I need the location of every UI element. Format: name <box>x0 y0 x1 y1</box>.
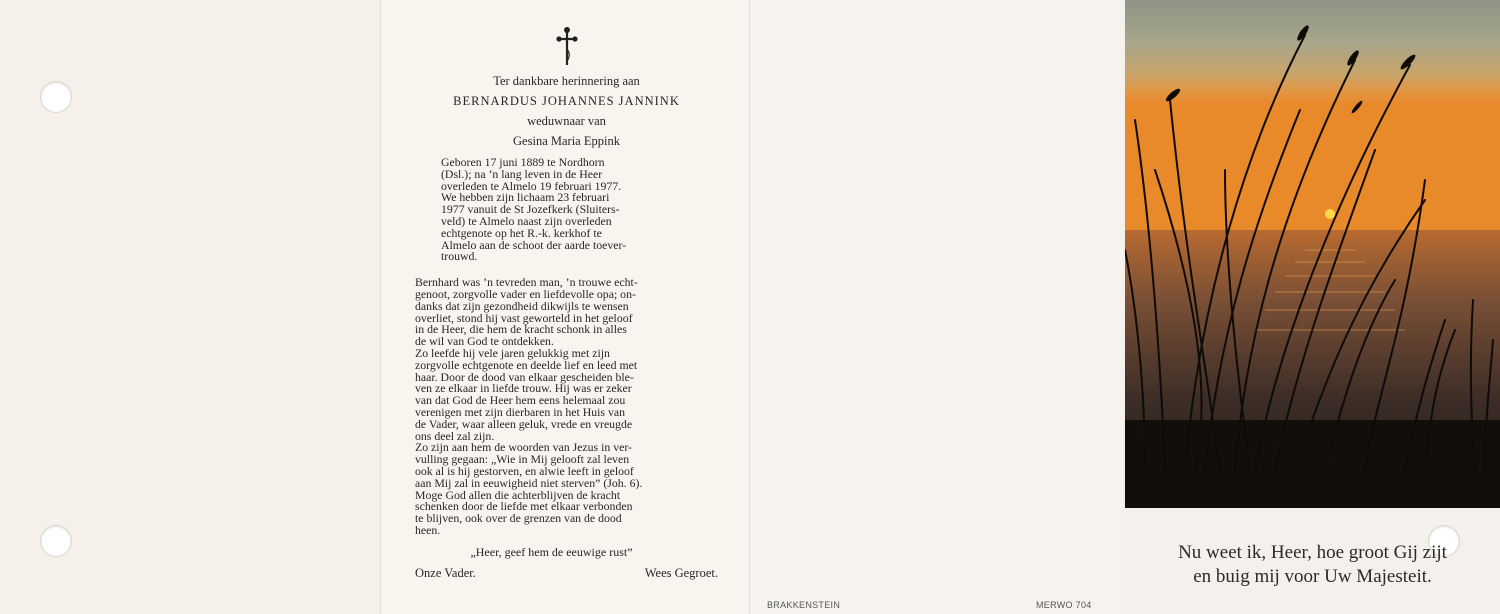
bio-line: trouwd. <box>441 249 478 264</box>
biography <box>441 157 718 263</box>
body-line: Moge God allen die achterblijven de kracht <box>415 487 621 502</box>
bio-line: overleden te Almelo 19 februari 1977. <box>441 178 622 193</box>
deceased-name: BERNARDUS JOHANNES JANNINK <box>453 94 680 108</box>
verse <box>1125 541 1500 589</box>
body-line: genoot, zorgvolle vader en liefdevolle opa; on- <box>415 286 636 301</box>
verse-line: en buig mij voor Uw Majesteit. <box>1193 566 1432 587</box>
imprint-left: BRAKKENSTEIN <box>767 600 841 610</box>
verse-line: Nu weet ik, Heer, hoe groot Gij zijt <box>1178 542 1447 563</box>
punch-hole-top-left <box>41 82 71 112</box>
footer-left: Onze Vader. <box>415 565 476 580</box>
bio-line: (Dsl.); na ’n lang leven in de Heer <box>441 166 603 181</box>
body-line: ook al is hij gestorven, en alwie leeft in geloof <box>415 463 634 478</box>
body-line: danks dat zijn gezondheid dikwijls te wensen <box>415 298 629 313</box>
bio-line: echtgenote op het R.-k. kerkhof te <box>441 225 602 240</box>
bio-line: Almelo aan de schoot der aarde toever- <box>441 237 627 252</box>
bio-line: 1977 vanuit de St Jozefkerk (Sluiters- <box>441 202 620 217</box>
spouse-name: Gesina Maria Eppink <box>513 134 620 148</box>
prayer-footer <box>415 566 718 580</box>
prayer-line: „Heer, geef hem de eeuwige rust” <box>470 544 633 559</box>
body-line: aan Mij zal in eeuwigheid niet sterven” (Joh. 6). <box>415 475 643 490</box>
body-line: in de Heer, die hem de kracht schonk in alles <box>415 322 627 337</box>
body-line: de Vader, waar alleen geluk, vrede en vreugde <box>415 416 633 431</box>
cross-icon <box>556 25 578 67</box>
body-line: overliet, stond hij vast geworteld in het geloof <box>415 310 633 325</box>
body-line: ven ze elkaar in liefde trouw. Hij was er zeker <box>415 381 632 396</box>
sunset-reeds-photo <box>1125 0 1500 508</box>
memorial-body <box>415 277 718 537</box>
body-line: Zo zijn aan hem de woorden van Jezus in ver- <box>415 440 632 455</box>
body-line: van dat God de Heer hem eens helemaal zou <box>415 393 626 408</box>
body-line: te blijven, ook over de grenzen van de dood <box>415 511 622 526</box>
imprint-right: MERWO 704 <box>1036 600 1092 610</box>
bio-line: veld) te Almelo naast zijn overleden <box>441 213 612 228</box>
body-line: ons deel zal zijn. <box>415 428 495 443</box>
body-line: heen. <box>415 522 441 537</box>
punch-hole-bottom-left <box>41 526 71 556</box>
body-line: zorgvolle echtgenote en deelde lief en leed met <box>415 357 638 372</box>
footer-right: Wees Gegroet. <box>644 565 718 580</box>
body-line: verenigen met zijn dierbaren in het Huis van <box>415 404 625 419</box>
memorial-card <box>415 25 718 580</box>
body-line: Bernhard was ’n tevreden man, ’n trouwe echt- <box>415 275 638 290</box>
body-line: de wil van God te ontdekken. <box>415 334 554 349</box>
relation-text: weduwnaar van <box>527 114 606 128</box>
bio-line: Geboren 17 juni 1889 te Nordhorn <box>441 155 605 169</box>
body-line: haar. Door de dood van elkaar gescheiden ble- <box>415 369 634 384</box>
inside-blank-panel <box>750 0 1123 614</box>
body-line: vulling gegaan: „Wie in Mij gelooft zal leven <box>415 452 630 467</box>
body-line: schenken door de liefde met elkaar verbonden <box>415 499 633 514</box>
intro-text: Ter dankbare herinnering aan <box>493 74 640 88</box>
bio-line: We hebben zijn lichaam 23 februari <box>441 190 610 205</box>
body-line: Zo leefde hij vele jaren gelukkig met zijn <box>415 345 610 360</box>
